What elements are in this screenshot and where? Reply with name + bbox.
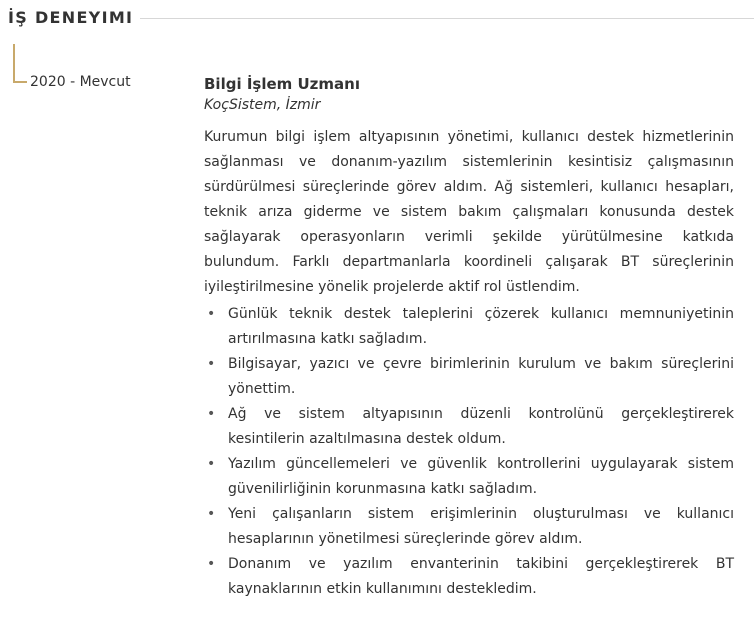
section-header xyxy=(8,6,754,30)
bullet-icon: • xyxy=(207,506,216,522)
timeline-connector xyxy=(13,44,27,83)
section-divider xyxy=(140,18,754,19)
bullet-icon: • xyxy=(207,556,216,572)
achievement-item xyxy=(204,352,734,402)
achievement-item xyxy=(204,402,734,452)
job-description: Kurumun bilgi işlem altyapısının yönetimi, kullanıcı destek hizmetlerinin sağlanması ve donanım-yazılım sistemlerinin kesintisiz çalışmasının sürdürülmesi süreçlerinde görev aldım. Ağ sistemleri, kullanıcı hesapları, teknik arıza giderme ve sistem bakım çalışmaları konusunda destek sağlayarak operasyonların verimli şekilde yürütülmesine katkıda bulundum. Farklı departmanlarla koordineli çalışarak BT süreçlerinin iyileştirilmesine yönelik projelerde aktif rol üstlendim. xyxy=(204,129,734,295)
achievement-text: Ağ ve sistem altyapısının düzenli kontrolünü gerçekleştirerek kesintilerin azaltılmasına destek oldum. xyxy=(228,406,734,447)
job-title: Bilgi İşlem Uzmanı xyxy=(204,75,360,93)
achievement-item xyxy=(204,302,734,352)
experience-entry xyxy=(204,74,734,602)
achievement-text: Günlük teknik destek taleplerini çözerek kullanıcı memnuniyetinin artırılmasına katkı sağladım. xyxy=(228,306,734,347)
achievement-item xyxy=(204,452,734,502)
achievement-item xyxy=(204,502,734,552)
achievement-text: Donanım ve yazılım envanterinin takibini gerçekleştirerek BT kaynaklarının etkin kullanımını destekledim. xyxy=(228,556,734,597)
achievement-text: Yazılım güncellemeleri ve güvenlik kontrollerini uygulayarak sistem güvenilirliğinin korunmasına katkı sağladım. xyxy=(228,456,734,497)
bullet-icon: • xyxy=(207,456,216,472)
achievement-list xyxy=(204,302,734,602)
achievement-text: Yeni çalışanların sistem erişimlerinin oluşturulması ve kullanıcı hesaplarının yönetilmesi süreçlerinde görev aldım. xyxy=(228,506,734,547)
achievement-text: Bilgisayar, yazıcı ve çevre birimlerinin kurulum ve bakım süreçlerini yönettim. xyxy=(228,356,734,397)
achievement-item xyxy=(204,552,734,602)
bullet-icon: • xyxy=(207,356,216,372)
company-location: KoçSistem, İzmir xyxy=(204,97,321,113)
section-title: İŞ DENEYIMI xyxy=(8,8,134,27)
experience-date-range: 2020 - Mevcut xyxy=(30,74,131,90)
bullet-icon: • xyxy=(207,406,216,422)
bullet-icon: • xyxy=(207,306,216,322)
